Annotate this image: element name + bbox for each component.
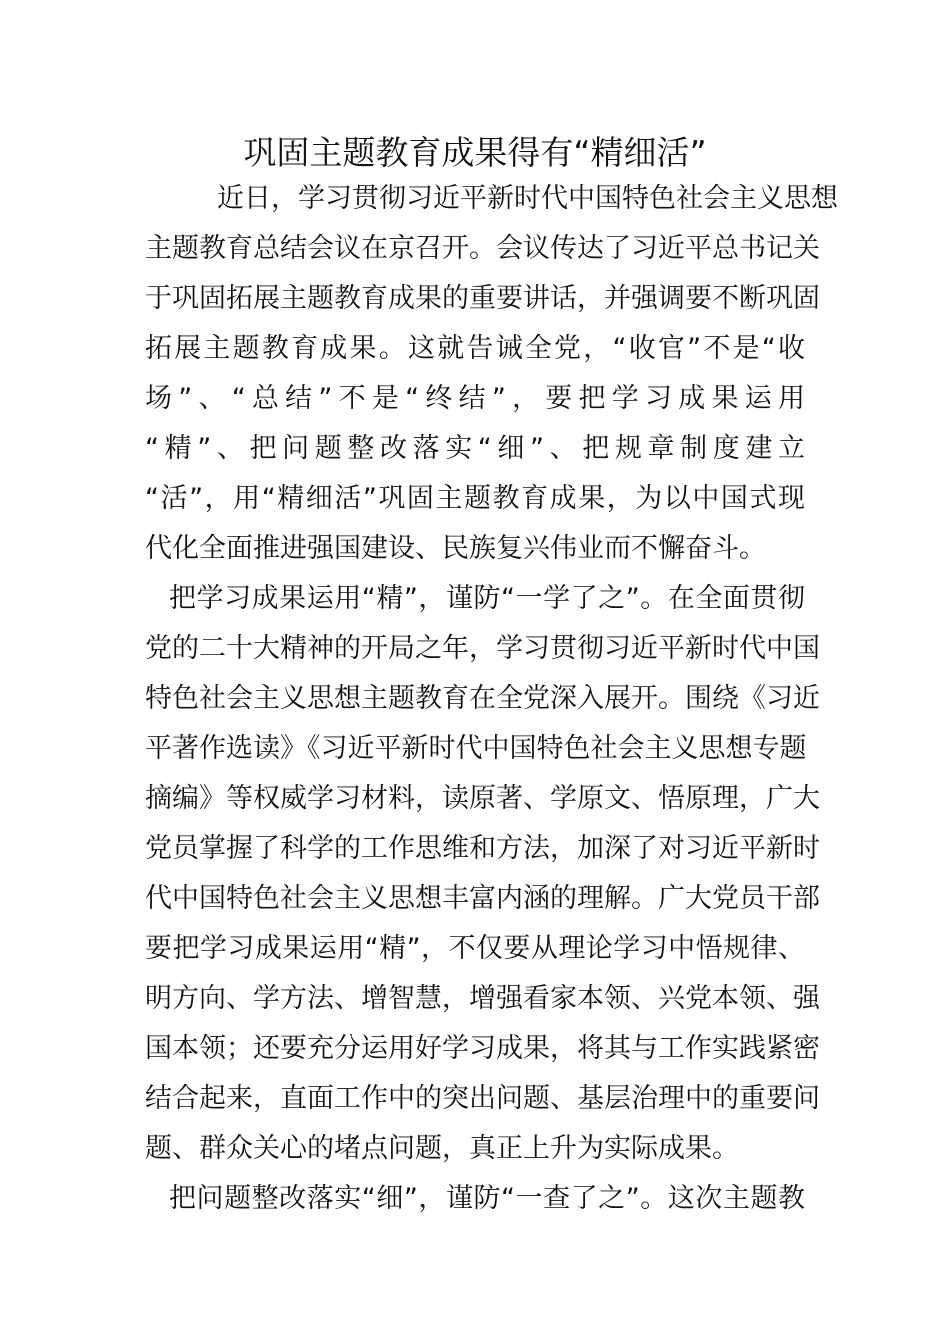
paragraph-2-line-1: 把学习成果运用“精”，谨防“一学了之”。在全面贯彻: [169, 583, 805, 614]
paragraph-1-line-3: 于巩固拓展主题教育成果的重要讲话，并强调要不断巩固: [145, 283, 820, 314]
paragraph-1-line-6: “精”、把问题整改落实“细”、把规章制度建立: [145, 433, 805, 464]
paragraph-2-line-6: 党员掌握了科学的工作思维和方法，加深了对习近平新时: [145, 833, 820, 864]
paragraph-2-line-7: 代中国特色社会主义思想丰富内涵的理解。广大党员干部: [145, 883, 820, 914]
paragraph-2-line-10: 国本领；还要充分运用好学习成果，将其与工作实践紧密: [145, 1033, 820, 1064]
paragraph-2-line-12: 题、群众关心的堵点问题，真正上升为实际成果。: [145, 1133, 739, 1164]
paragraph-1-line-2: 主题教育总结会议在京召开。会议传达了习近平总书记关: [145, 233, 820, 264]
paragraph-1-line-4: 拓展主题教育成果。这就告诫全党，“收官”不是“收: [145, 333, 805, 364]
document-title: 巩固主题教育成果得有“精细活”: [243, 133, 707, 172]
paragraph-3-line-1: 把问题整改落实“细”，谨防“一查了之”。这次主题教: [169, 1183, 805, 1214]
paragraph-2-line-8: 要把学习成果运用“精”，不仅要从理论学习中悟规律、: [145, 933, 805, 964]
paragraph-2-line-9: 明方向、学方法、增智慧，增强看家本领、兴党本领、强: [145, 983, 820, 1014]
paragraph-1-line-8: 代化全面推进强国建设、民族复兴伟业而不懈奋斗。: [145, 533, 766, 564]
paragraph-2-line-5: 摘编》等权威学习材料，读原著、学原文、悟原理，广大: [145, 783, 820, 814]
paragraph-2-line-3: 特色社会主义思想主题教育在全党深入展开。围绕《习近: [145, 683, 820, 714]
paragraph-2-line-11: 结合起来，直面工作中的突出问题、基层治理中的重要问: [145, 1083, 820, 1114]
paragraph-1-line-1: 近日，学习贯彻习近平新时代中国特色社会主义思想: [217, 183, 838, 214]
paragraph-1-line-5: 场”、“总结”不是“终结”，要把学习成果运用: [145, 383, 805, 414]
paragraph-2-line-4: 平著作选读》《习近平新时代中国特色社会主义思想专题: [145, 733, 807, 764]
paragraph-1-line-7: “活”，用“精细活”巩固主题教育成果，为以中国式现: [145, 483, 805, 514]
paragraph-2-line-2: 党的二十大精神的开局之年，学习贯彻习近平新时代中国: [145, 633, 820, 664]
